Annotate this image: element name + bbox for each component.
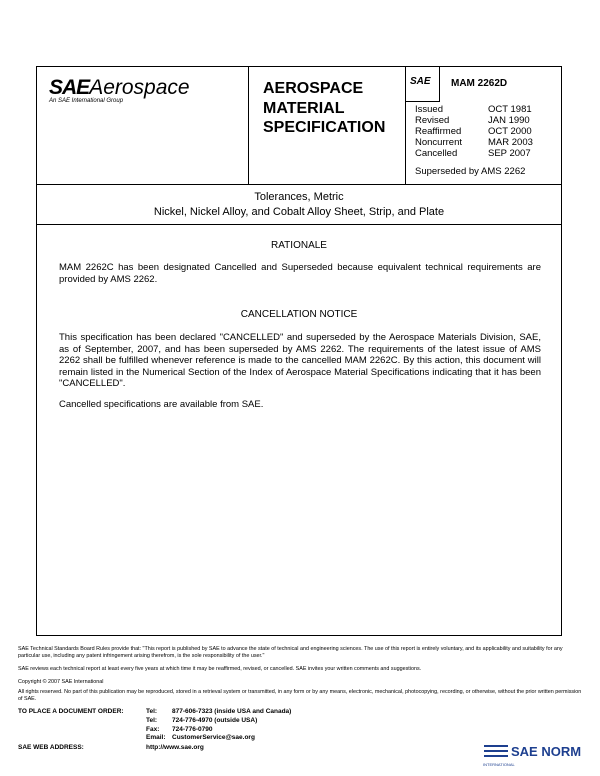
tel-label: Tel: — [146, 717, 158, 724]
footer-rules: SAE Technical Standards Board Rules provide that: "This report is published by SAE to advance the state of technical and engineering sciences. The use of this report is entirely voluntary, and its applicability and suitability for any particular use, including any patent infringement arising therefrom, is the sole responsibility of the user." — [18, 646, 563, 659]
subject-line-2: Nickel, Nickel Alloy, and Cobalt Alloy Sheet, Strip, and Plate — [153, 206, 445, 218]
email-link[interactable]: CustomerService@sae.org — [172, 734, 255, 741]
status-label: Issued — [415, 104, 443, 115]
document-frame — [36, 66, 562, 636]
order-label: TO PLACE A DOCUMENT ORDER: — [18, 708, 124, 715]
available-text: Cancelled specifications are available from SAE. — [59, 399, 264, 410]
tel-label: Tel: — [146, 708, 158, 715]
sae-norm-logo-icon — [483, 742, 511, 762]
document-header — [37, 67, 561, 185]
subject-line-1: Tolerances, Metric — [254, 191, 344, 203]
title-line-3: SPECIFICATION — [263, 119, 386, 136]
sae-badge — [405, 67, 440, 102]
status-row — [415, 126, 532, 137]
superseded-by: Superseded by AMS 2262 — [415, 166, 526, 177]
status-value: MAR 2003 — [488, 137, 533, 148]
status-row — [415, 115, 530, 126]
status-block — [405, 102, 561, 184]
cancellation-heading: CANCELLATION NOTICE — [240, 309, 358, 320]
footer-rights: All rights reserved. No part of this publication may be reproduced, stored in a retrieval system or transmitted, in any form or by any means, electronic, mechanical, photocopying, recording, or otherwise, without the prior written permission of SAE. — [18, 689, 582, 702]
title-line-2: MATERIAL — [263, 99, 345, 117]
status-label: Noncurrent — [415, 137, 462, 148]
fax-number: 724-776-0790 — [172, 726, 213, 733]
status-row — [415, 104, 532, 115]
document-number: MAM 2262D — [451, 78, 508, 89]
status-row — [415, 137, 533, 148]
sae-norm-stamp — [483, 742, 588, 768]
document-subject — [37, 184, 561, 225]
title-line-1: AEROSPACE — [263, 80, 364, 97]
email-label: Email: — [146, 734, 166, 741]
rationale-heading: RATIONALE — [271, 240, 327, 251]
footer-review: SAE reviews each technical report at least every five years at which time it may be reaffirmed, revised, or cancelled. SAE invites your written comments and suggestions. — [18, 666, 422, 672]
sae-badge-logo: SAE — [410, 76, 431, 87]
document-title — [263, 79, 385, 138]
logo-aerospace-text: Aerospace — [89, 76, 190, 99]
fax-label: Fax: — [146, 726, 160, 733]
status-value: JAN 1990 — [488, 115, 530, 126]
stamp-subtext: INTERNATIONAL — [483, 762, 515, 767]
tel-outside: 724-776-4970 (outside USA) — [172, 717, 258, 724]
web-link[interactable]: http://www.sae.org — [146, 744, 204, 751]
status-label: Reaffirmed — [415, 126, 462, 137]
web-label: SAE WEB ADDRESS: — [18, 744, 84, 751]
status-label: Cancelled — [415, 148, 458, 159]
status-value: OCT 2000 — [488, 126, 532, 137]
status-label: Revised — [415, 115, 450, 126]
tel-inside: 877-606-7323 (inside USA and Canada) — [172, 708, 292, 715]
logo-cell — [37, 67, 249, 184]
sae-aerospace-logo — [49, 77, 190, 99]
status-value: OCT 1981 — [488, 104, 532, 115]
logo-subtitle: An SAE International Group — [49, 98, 124, 104]
footer-copyright: Copyright © 2007 SAE International — [18, 679, 104, 685]
status-row — [415, 148, 531, 159]
logo-sae-text: SAE — [49, 76, 90, 99]
stamp-text: SAE NORM — [511, 744, 582, 759]
rationale-text: MAM 2262C has been designated Cancelled and Superseded because equivalent technical requirements are provided by AMS 2262. — [59, 262, 541, 285]
cancellation-text: This specification has been declared "CANCELLED" and superseded by the Aerospace Materials Division, SAE, as of September, 2007, and has been superseded by AMS 2262. The requirements of the latest issue of AMS 2262 shall be fulfilled whenever reference is made to the cancelled MAM 2262C. By this action, this document will remain listed in the Numerical Section of the Index of Aerospace Material Specifications indicating that it has been "CANCELLED". — [59, 332, 541, 389]
status-value: SEP 2007 — [488, 148, 531, 159]
